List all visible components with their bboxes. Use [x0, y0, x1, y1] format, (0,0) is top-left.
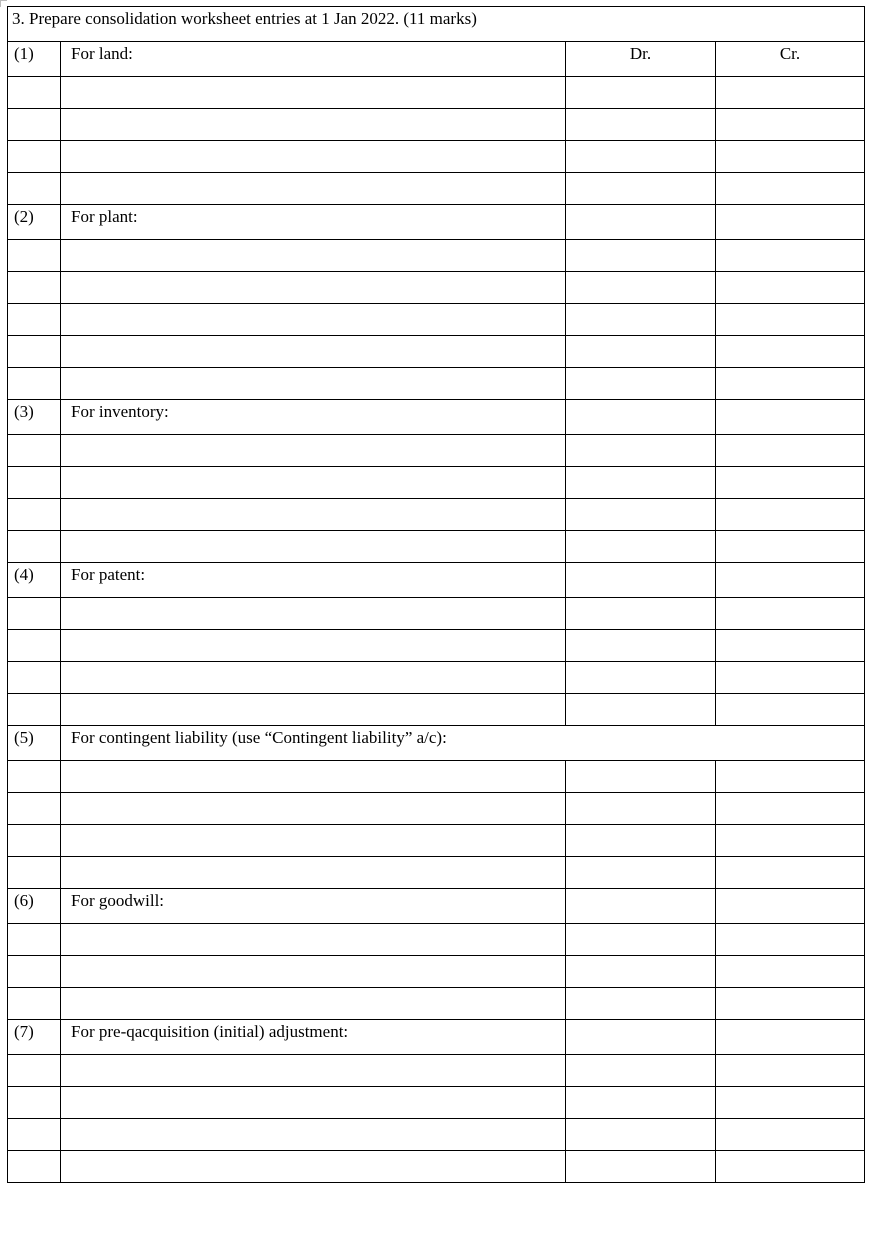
cr-cell — [716, 825, 865, 857]
dr-cell — [566, 467, 716, 499]
entry-row — [8, 761, 865, 793]
dr-cell — [566, 761, 716, 793]
entry-account-cell — [61, 77, 566, 109]
entry-row — [8, 272, 865, 304]
entry-number-cell — [8, 77, 61, 109]
entry-account-cell — [61, 531, 566, 563]
cr-cell — [716, 272, 865, 304]
entry-row — [8, 1119, 865, 1151]
section-number: (7) — [8, 1020, 61, 1055]
question-title-row — [8, 7, 865, 42]
entry-account-cell — [61, 857, 566, 889]
consolidation-worksheet-table — [7, 6, 865, 1183]
entry-account-cell — [61, 988, 566, 1020]
dr-cell — [566, 435, 716, 467]
entry-row — [8, 336, 865, 368]
section-number: (5) — [8, 726, 61, 761]
worksheet-body — [8, 7, 865, 1183]
cr-cell — [716, 563, 865, 598]
cr-cell — [716, 336, 865, 368]
section-number: (1) — [8, 42, 61, 77]
entry-row — [8, 173, 865, 205]
entry-number-cell — [8, 988, 61, 1020]
entry-row — [8, 857, 865, 889]
entry-row — [8, 662, 865, 694]
entry-row — [8, 109, 865, 141]
cr-cell — [716, 694, 865, 726]
cr-cell — [716, 467, 865, 499]
entry-row — [8, 531, 865, 563]
dr-cell — [566, 205, 716, 240]
section-header-row — [8, 1020, 865, 1055]
entry-number-cell — [8, 173, 61, 205]
dr-cell — [566, 240, 716, 272]
entry-number-cell — [8, 825, 61, 857]
entry-account-cell — [61, 109, 566, 141]
entry-number-cell — [8, 499, 61, 531]
dr-cell — [566, 1087, 716, 1119]
entry-account-cell — [61, 825, 566, 857]
entry-number-cell — [8, 761, 61, 793]
entry-row — [8, 793, 865, 825]
section-number: (2) — [8, 205, 61, 240]
entry-row — [8, 141, 865, 173]
entry-number-cell — [8, 662, 61, 694]
dr-cell — [566, 531, 716, 563]
entry-account-cell — [61, 630, 566, 662]
cr-cell — [716, 109, 865, 141]
section-header-row — [8, 205, 865, 240]
dr-cell — [566, 141, 716, 173]
entry-row — [8, 1151, 865, 1183]
dr-column-header: Dr. — [566, 42, 716, 77]
entry-account-cell — [61, 499, 566, 531]
entry-row — [8, 598, 865, 630]
entry-row — [8, 1087, 865, 1119]
section-label: For goodwill: — [61, 889, 566, 924]
entry-number-cell — [8, 956, 61, 988]
cr-cell — [716, 889, 865, 924]
cr-cell — [716, 598, 865, 630]
dr-cell — [566, 1151, 716, 1183]
entry-row — [8, 956, 865, 988]
entry-account-cell — [61, 336, 566, 368]
entry-row — [8, 924, 865, 956]
cr-cell — [716, 1055, 865, 1087]
cr-column-header: Cr. — [716, 42, 865, 77]
entry-number-cell — [8, 336, 61, 368]
entry-row — [8, 240, 865, 272]
dr-cell — [566, 400, 716, 435]
entry-number-cell — [8, 467, 61, 499]
entry-row — [8, 1055, 865, 1087]
cr-cell — [716, 630, 865, 662]
dr-cell — [566, 662, 716, 694]
cr-cell — [716, 956, 865, 988]
entry-account-cell — [61, 761, 566, 793]
entry-account-cell — [61, 240, 566, 272]
entry-number-cell — [8, 598, 61, 630]
entry-account-cell — [61, 173, 566, 205]
cr-cell — [716, 793, 865, 825]
cr-cell — [716, 662, 865, 694]
section-header-row — [8, 400, 865, 435]
entry-number-cell — [8, 272, 61, 304]
section-number: (3) — [8, 400, 61, 435]
entry-number-cell — [8, 630, 61, 662]
dr-cell — [566, 694, 716, 726]
dr-cell — [566, 793, 716, 825]
entry-number-cell — [8, 240, 61, 272]
entry-row — [8, 499, 865, 531]
entry-account-cell — [61, 662, 566, 694]
entry-account-cell — [61, 368, 566, 400]
cr-cell — [716, 400, 865, 435]
section-label: For land: — [61, 42, 566, 77]
entry-account-cell — [61, 467, 566, 499]
dr-cell — [566, 630, 716, 662]
entry-row — [8, 694, 865, 726]
section-number: (6) — [8, 889, 61, 924]
entry-account-cell — [61, 1087, 566, 1119]
entry-number-cell — [8, 1119, 61, 1151]
entry-row — [8, 368, 865, 400]
dr-cell — [566, 563, 716, 598]
dr-cell — [566, 825, 716, 857]
entry-row — [8, 988, 865, 1020]
dr-cell — [566, 368, 716, 400]
entry-number-cell — [8, 109, 61, 141]
question-title: 3. Prepare consolidation worksheet entries at 1 Jan 2022. (11 marks) — [8, 7, 865, 42]
entry-row — [8, 467, 865, 499]
entry-row — [8, 435, 865, 467]
section-label: For pre-qacquisition (initial) adjustment: — [61, 1020, 566, 1055]
dr-cell — [566, 499, 716, 531]
entry-account-cell — [61, 694, 566, 726]
dr-cell — [566, 1119, 716, 1151]
entry-number-cell — [8, 1055, 61, 1087]
cr-cell — [716, 205, 865, 240]
entry-number-cell — [8, 531, 61, 563]
dr-cell — [566, 173, 716, 205]
cr-cell — [716, 924, 865, 956]
section-header-row — [8, 563, 865, 598]
section-label: For patent: — [61, 563, 566, 598]
cr-cell — [716, 141, 865, 173]
entry-number-cell — [8, 435, 61, 467]
entry-row — [8, 304, 865, 336]
section-label: For inventory: — [61, 400, 566, 435]
entry-account-cell — [61, 141, 566, 173]
cr-cell — [716, 77, 865, 109]
cr-cell — [716, 1151, 865, 1183]
entry-account-cell — [61, 1151, 566, 1183]
entry-account-cell — [61, 793, 566, 825]
dr-cell — [566, 857, 716, 889]
entry-number-cell — [8, 1151, 61, 1183]
entry-number-cell — [8, 793, 61, 825]
section-label: For plant: — [61, 205, 566, 240]
dr-cell — [566, 889, 716, 924]
entry-row — [8, 825, 865, 857]
cr-cell — [716, 240, 865, 272]
entry-row — [8, 77, 865, 109]
dr-cell — [566, 924, 716, 956]
dr-cell — [566, 1020, 716, 1055]
cr-cell — [716, 435, 865, 467]
entry-account-cell — [61, 924, 566, 956]
entry-account-cell — [61, 304, 566, 336]
entry-number-cell — [8, 924, 61, 956]
dr-cell — [566, 1055, 716, 1087]
entry-number-cell — [8, 141, 61, 173]
entry-number-cell — [8, 857, 61, 889]
entry-account-cell — [61, 1119, 566, 1151]
dr-cell — [566, 77, 716, 109]
dr-cell — [566, 109, 716, 141]
section-label: For contingent liability (use “Contingent liability” a/c): — [61, 726, 865, 761]
cr-cell — [716, 857, 865, 889]
page-corner-mark — [0, 0, 7, 7]
entry-account-cell — [61, 1055, 566, 1087]
cr-cell — [716, 368, 865, 400]
cr-cell — [716, 173, 865, 205]
entry-account-cell — [61, 598, 566, 630]
cr-cell — [716, 988, 865, 1020]
dr-cell — [566, 598, 716, 630]
cr-cell — [716, 304, 865, 336]
dr-cell — [566, 304, 716, 336]
dr-cell — [566, 988, 716, 1020]
cr-cell — [716, 1119, 865, 1151]
dr-cell — [566, 336, 716, 368]
dr-cell — [566, 272, 716, 304]
entry-row — [8, 630, 865, 662]
cr-cell — [716, 1087, 865, 1119]
entry-number-cell — [8, 694, 61, 726]
entry-account-cell — [61, 272, 566, 304]
cr-cell — [716, 499, 865, 531]
entry-number-cell — [8, 304, 61, 336]
cr-cell — [716, 761, 865, 793]
entry-account-cell — [61, 435, 566, 467]
cr-cell — [716, 531, 865, 563]
cr-cell — [716, 1020, 865, 1055]
entry-account-cell — [61, 956, 566, 988]
section-header-row — [8, 726, 865, 761]
section-header-row — [8, 889, 865, 924]
dr-cell — [566, 956, 716, 988]
entry-number-cell — [8, 1087, 61, 1119]
section-header-row — [8, 42, 865, 77]
section-number: (4) — [8, 563, 61, 598]
entry-number-cell — [8, 368, 61, 400]
